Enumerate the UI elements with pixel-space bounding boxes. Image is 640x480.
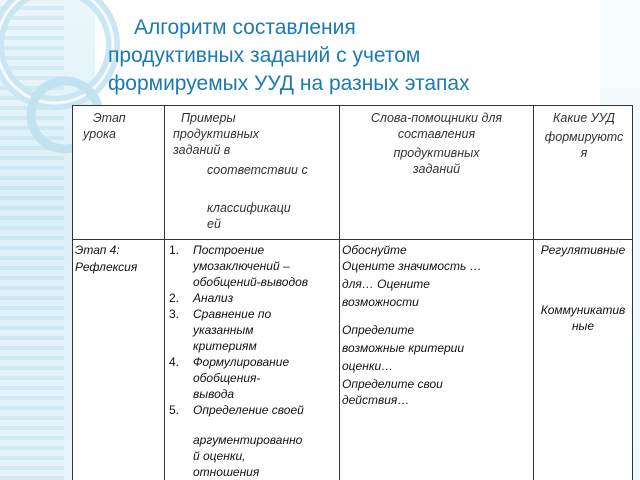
examples-list xyxy=(167,242,337,480)
cell-examples xyxy=(165,240,340,480)
stage-name: Рефлексия xyxy=(75,260,138,274)
list-item-number: 3. xyxy=(169,307,180,321)
header-examples-line: заданий в xyxy=(173,143,231,157)
cell-helper-words xyxy=(340,240,534,480)
uud-communicative: Коммуникатив xyxy=(540,303,626,317)
header-examples-line: продуктивных xyxy=(173,127,260,141)
list-item-text: Сравнение по xyxy=(193,307,272,321)
list-item-number: 4. xyxy=(169,355,180,369)
helper-text: для… Оцените xyxy=(342,277,430,291)
helper-text: действия… xyxy=(342,393,410,407)
header-examples-line: классификаци xyxy=(207,201,291,215)
list-item-text: отношения xyxy=(193,465,260,479)
header-examples-line: соответствии с xyxy=(207,163,308,177)
header-helper-line: продуктивных xyxy=(393,146,480,160)
header-uud-line: я xyxy=(580,146,588,160)
cell-uud xyxy=(534,240,633,480)
header-stage xyxy=(73,106,165,240)
header-examples-line: ей xyxy=(207,217,221,231)
list-item-number: 2. xyxy=(169,291,180,305)
header-examples xyxy=(165,106,340,240)
header-stage-line: Этап xyxy=(93,111,126,125)
helper-text: возможные критерии xyxy=(342,341,465,355)
list-item xyxy=(167,242,337,290)
list-item xyxy=(167,306,337,354)
title-line-3: формируемых УУД на разных этапах xyxy=(108,72,470,95)
header-examples-line: Примеры xyxy=(181,111,236,125)
helper-text: Оцените значимость … xyxy=(342,259,482,273)
helper-gap xyxy=(342,310,531,322)
title-line-2: продуктивных заданий с учетом xyxy=(108,44,421,67)
header-uud-line: формируютс xyxy=(544,130,624,144)
list-item-text: й оценки, xyxy=(193,449,246,463)
header-helper-line: заданий xyxy=(412,162,461,176)
title-line-1: Алгоритм составления xyxy=(134,16,356,39)
list-item-text: указанным xyxy=(193,323,254,337)
helper-text: оценки… xyxy=(342,359,394,373)
list-item-text: Определение своей xyxy=(193,403,304,417)
list-item xyxy=(167,354,337,402)
list-item-text: вывода xyxy=(193,387,235,401)
list-item-text: Анализ xyxy=(193,291,234,305)
list-item-text: Построение xyxy=(193,243,265,257)
table-row xyxy=(73,240,633,480)
cell-stage xyxy=(73,240,165,480)
list-item-text: обобщений-выводов xyxy=(193,275,309,289)
list-item-number: 5. xyxy=(169,403,180,417)
list-item-number: 1. xyxy=(169,243,180,257)
helper-text: Обоснуйте xyxy=(342,243,407,257)
uud-gap xyxy=(536,258,630,302)
header-helper-line: составления xyxy=(397,127,476,141)
header-stage-line: урока xyxy=(83,127,117,141)
list-item-text: Формулирование xyxy=(193,355,290,369)
slide-title xyxy=(108,14,608,98)
list-item-text: умозаключений – xyxy=(193,259,290,273)
list-item xyxy=(167,290,337,306)
helper-text: возможности xyxy=(342,295,419,309)
list-item-text: критериям xyxy=(193,339,257,353)
stage-label: Этап 4: xyxy=(75,243,120,257)
header-uud-line: Какие УУД xyxy=(553,111,615,125)
list-item-text: обобщения- xyxy=(193,371,261,385)
uud-regulatory: Регулятивные xyxy=(540,243,626,257)
list-spacer xyxy=(193,418,337,428)
algorithm-table xyxy=(72,105,633,480)
helper-text: Определите xyxy=(342,323,415,337)
header-uud xyxy=(534,106,633,240)
list-item-text: аргументированно xyxy=(193,433,303,447)
uud-communicative: ные xyxy=(571,319,595,333)
helper-text: Определите свои xyxy=(342,377,443,391)
header-helper-words xyxy=(340,106,534,240)
list-item xyxy=(167,402,337,480)
header-helper-line: Слова-помощники для xyxy=(370,111,503,125)
table-header-row xyxy=(73,106,633,240)
